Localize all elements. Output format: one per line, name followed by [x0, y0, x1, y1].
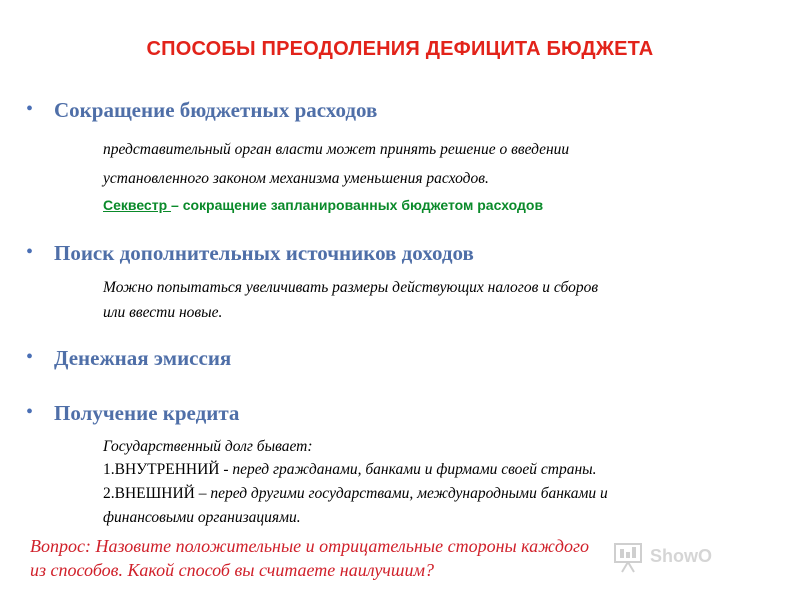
question-block	[30, 534, 589, 582]
debt-item-internal	[103, 461, 597, 479]
debt-continuation: финансовыми организациями.	[103, 509, 301, 526]
watermark-text: ShowO	[650, 546, 712, 566]
debt-item-external	[103, 485, 608, 503]
section-heading-money-emission: Денежная эмиссия	[54, 346, 232, 370]
debt-item-text: перед гражданами, банками и фирмами своей страны.	[232, 461, 597, 478]
sequester-definition-text: – сокращение запланированных бюджетом расходов	[171, 197, 544, 213]
slide-title: СПОСОБЫ ПРЕОДОЛЕНИЯ ДЕФИЦИТА БЮДЖЕТА	[146, 38, 654, 60]
section-text-line: или ввести новые.	[103, 304, 223, 321]
question-line: Вопрос: Назовите положительные и отрицательные стороны каждого	[30, 536, 590, 556]
section-text-line: установленного законом механизма уменьшения расходов.	[103, 170, 489, 187]
bullet-marker-2: •	[26, 241, 34, 263]
watermark-logo	[612, 538, 772, 578]
question-line: из способов. Какой способ вы считаете наилучшим?	[30, 560, 434, 580]
debt-item-label: 2.ВНЕШНИЙ	[103, 485, 195, 502]
section-heading-spending-cuts: Сокращение бюджетных расходов	[54, 98, 378, 122]
debt-item-text: – перед другими государствами, международными банками и	[194, 485, 608, 502]
debt-item-label: 1.ВНУТРЕННИЙ -	[103, 461, 233, 478]
bullet-marker-4: •	[26, 401, 34, 423]
section-text-line: Можно попытаться увеличивать размеры действующих налогов и сборов	[103, 279, 599, 296]
section-text-line: представительный орган власти может принять решение о введении	[103, 141, 570, 158]
presentation-icon	[612, 540, 646, 574]
sequester-definition	[103, 197, 543, 213]
section-heading-new-revenue: Поиск дополнительных источников доходов	[54, 241, 474, 265]
bullet-marker-1: •	[26, 98, 34, 120]
sequester-term: Секвестр	[103, 197, 172, 213]
section-heading-credit: Получение кредита	[54, 401, 240, 425]
debt-intro: Государственный долг бывает:	[103, 438, 313, 455]
bullet-marker-3: •	[26, 346, 34, 368]
